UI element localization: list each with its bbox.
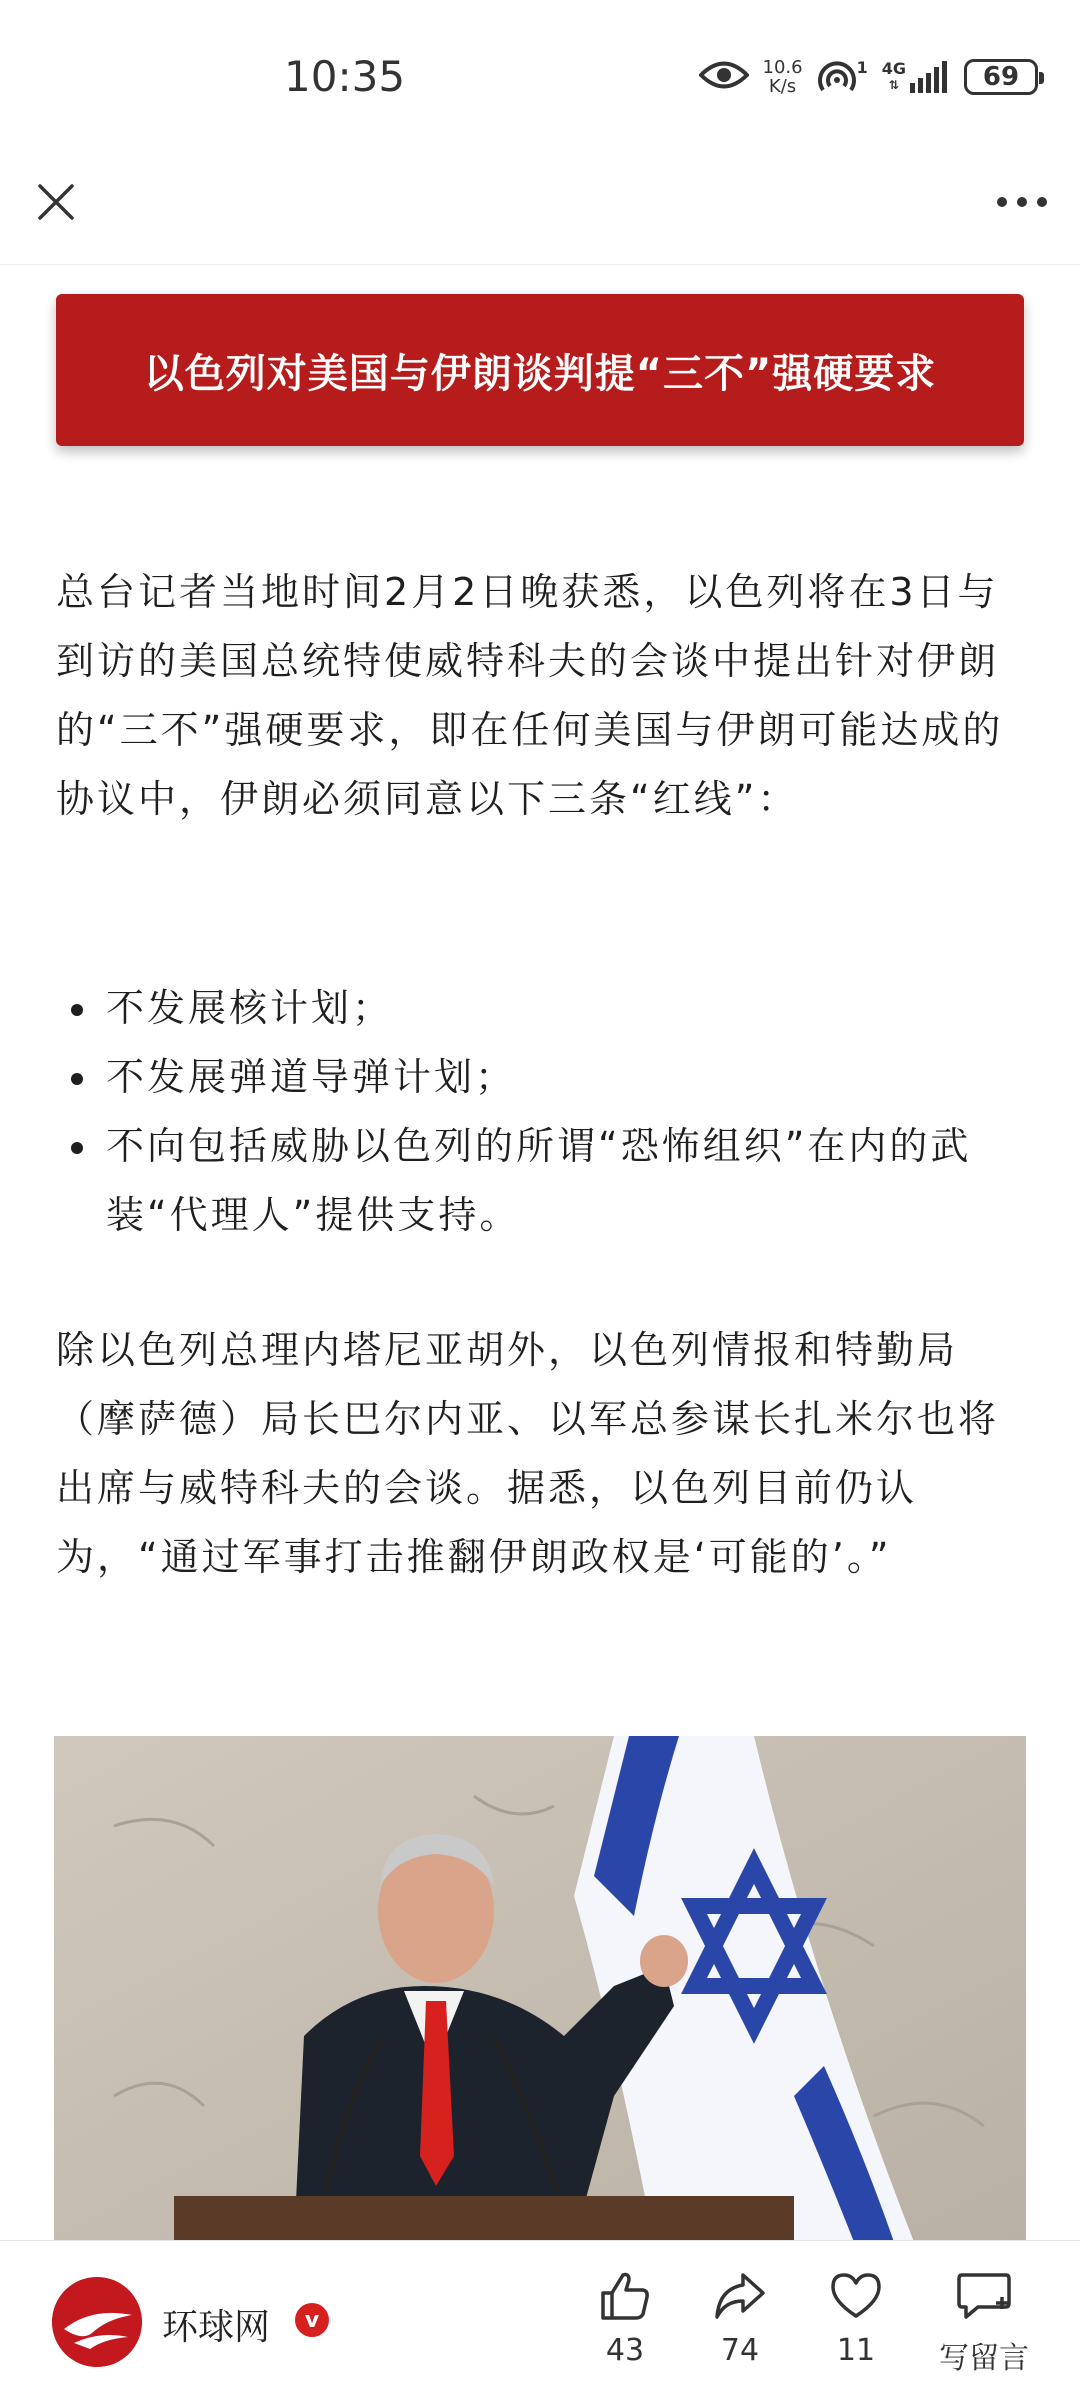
list-item: 不向包括威胁以色列的所谓“恐怖组织”在内的武装“代理人”提供支持。 bbox=[56, 1112, 1026, 1250]
close-icon bbox=[36, 182, 76, 222]
like-button[interactable] bbox=[575, 2271, 675, 2368]
net-speed bbox=[763, 58, 803, 96]
source-logo[interactable] bbox=[52, 2277, 142, 2367]
favorite-count: 11 bbox=[836, 2333, 876, 2368]
more-icon bbox=[996, 196, 1048, 208]
share-icon bbox=[713, 2271, 767, 2321]
net-speed-value: 10.6 bbox=[762, 57, 803, 78]
eye-icon bbox=[699, 60, 749, 94]
hotspot-icon bbox=[817, 60, 868, 94]
article-paragraph-1: 总台记者当地时间2月2日晚获悉，以色列将在3日与到访的美国总统特使威特科夫的会谈中提出针对伊朗的“三不”强硬要求，即在任何美国与伊朗可能达成的协议中，伊朗必须同意以下三条“红线”： bbox=[56, 570, 1004, 821]
status-icons bbox=[699, 52, 1038, 102]
comment-add-icon bbox=[956, 2271, 1012, 2321]
signal-icon: 4G ⇅ bbox=[882, 61, 950, 93]
close-button[interactable] bbox=[28, 174, 84, 230]
write-comment-button[interactable] bbox=[924, 2271, 1044, 2377]
verified-badge: v bbox=[295, 2303, 329, 2337]
photo-illustration bbox=[54, 1736, 1026, 2242]
battery-icon bbox=[964, 59, 1038, 95]
status-bar bbox=[0, 0, 1080, 150]
bottom-bar bbox=[0, 2240, 1080, 2401]
article-headline: 以色列对美国与伊朗谈判提“三不”强硬要求 bbox=[143, 350, 937, 397]
thumbs-up-icon bbox=[599, 2271, 651, 2321]
favorite-button[interactable] bbox=[806, 2271, 906, 2368]
status-time: 10:35 bbox=[284, 52, 406, 101]
heart-icon bbox=[829, 2271, 883, 2321]
write-comment-label: 写留言 bbox=[939, 2341, 1029, 2376]
hotspot-count: 1 bbox=[856, 58, 868, 77]
source-name[interactable]: 环球网 bbox=[162, 2307, 271, 2348]
like-count: 43 bbox=[605, 2333, 645, 2368]
share-count: 74 bbox=[720, 2333, 760, 2368]
red-lines-list bbox=[56, 974, 1026, 1250]
list-item: 不发展核计划； bbox=[56, 974, 1026, 1043]
list-item: 不发展弹道导弹计划； bbox=[56, 1043, 1026, 1112]
huanqiu-logo-icon bbox=[52, 2277, 142, 2367]
network-type: 4G bbox=[881, 59, 906, 78]
article-paragraph-2: 除以色列总理内塔尼亚胡外，以色列情报和特勤局（摩萨德）局长巴尔内亚、以军总参谋长扎米尔也将出席与威特科夫的会谈。据悉，以色列目前仍认为，“通过军事打击推翻伊朗政权是‘可能的’。” bbox=[56, 1328, 1000, 1579]
net-speed-unit: K/s bbox=[768, 76, 797, 97]
battery-level: 69 bbox=[982, 62, 1020, 92]
top-nav bbox=[0, 150, 1080, 265]
article-photo[interactable] bbox=[54, 1736, 1026, 2242]
more-button[interactable] bbox=[990, 174, 1054, 230]
share-button[interactable] bbox=[690, 2271, 790, 2368]
headline-banner bbox=[56, 294, 1024, 446]
